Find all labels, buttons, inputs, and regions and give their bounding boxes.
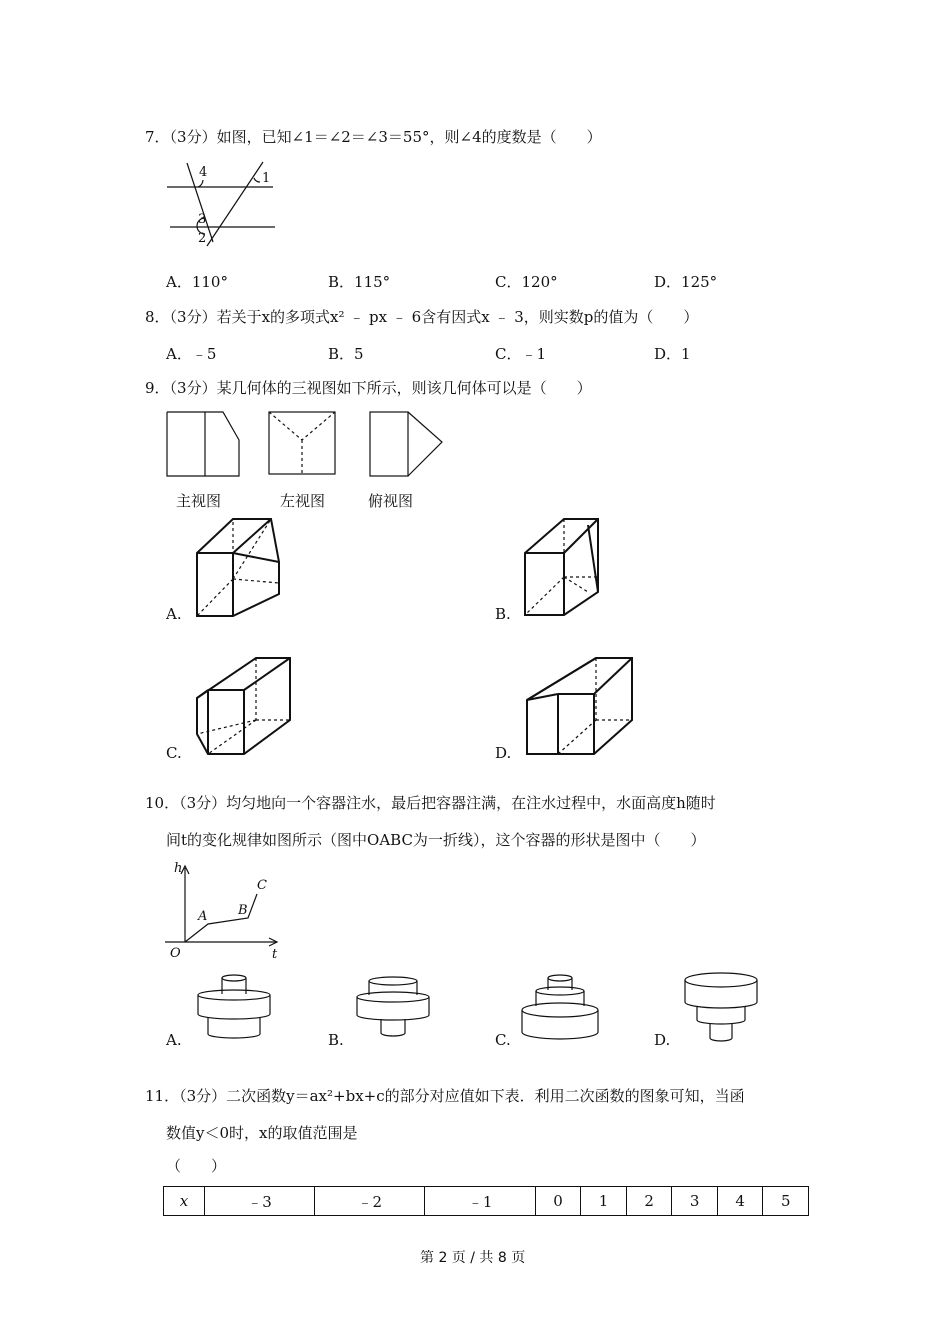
- q10-option-c[interactable]: C.: [495, 1031, 511, 1049]
- q9-option-b-figure: [522, 517, 607, 622]
- q10-point-a: A: [198, 909, 208, 924]
- q11-stem-line2: 数值y＜0时，x的取值范围是: [166, 1124, 358, 1142]
- q9-left-view: [267, 410, 342, 480]
- q9-caption-left: 左视图: [280, 492, 326, 510]
- q7-option-d[interactable]: D．125°: [654, 273, 718, 291]
- q9-stem: 9．（3分）某几何体的三视图如下所示，则该几何体可以是（ ）: [145, 379, 592, 397]
- q7-option-c[interactable]: C．120°: [495, 273, 558, 291]
- q10-point-o: O: [170, 946, 181, 961]
- q7-figure: [165, 160, 285, 250]
- table-cell: 1: [581, 1187, 627, 1216]
- q9-option-c[interactable]: C.: [166, 744, 182, 762]
- q10-stem-line1: 10．（3分）均匀地向一个容器注水，最后把容器注满，在注水过程中，水面高度h随时: [145, 794, 716, 812]
- q9-option-d[interactable]: D.: [495, 744, 512, 762]
- table-cell: 2: [626, 1187, 672, 1216]
- table-cell: 5: [763, 1187, 809, 1216]
- table-cell: 4: [717, 1187, 763, 1216]
- q10-axis-h: h: [174, 861, 183, 876]
- q9-caption-top: 俯视图: [368, 492, 414, 510]
- q8-option-d[interactable]: D．1: [654, 345, 691, 363]
- q7-option-b[interactable]: B．115°: [328, 273, 391, 291]
- q9-caption-front: 主视图: [176, 492, 222, 510]
- table-cell: x: [164, 1187, 205, 1216]
- q7-label-2: 2: [198, 231, 207, 246]
- q7-label-4: 4: [199, 165, 208, 180]
- q10-option-b-figure: [355, 975, 435, 1047]
- q8-option-c[interactable]: C．﹣1: [495, 345, 547, 363]
- q10-axis-t: t: [272, 947, 278, 962]
- q8-option-a[interactable]: A．﹣5: [166, 345, 217, 363]
- table-cell: ﹣2: [315, 1187, 425, 1216]
- q10-stem-line2: 间t的变化规律如图所示（图中OABC为一折线），这个容器的形状是图中（ ）: [166, 831, 706, 849]
- table-cell: ﹣3: [204, 1187, 314, 1216]
- table-row: [164, 1187, 809, 1216]
- q8-stem: 8．（3分）若关于x的多项式x² ﹣ px ﹣ 6含有因式x ﹣ 3，则实数p的值为（ ）: [145, 308, 699, 326]
- q9-option-c-figure: [194, 656, 294, 761]
- q7-label-1: 1: [262, 171, 271, 186]
- q7-label-3: 3: [198, 212, 207, 227]
- table-cell: ﹣1: [425, 1187, 535, 1216]
- q9-option-a-figure: [193, 517, 288, 622]
- q9-option-a[interactable]: A.: [166, 605, 182, 623]
- q9-top-view: [368, 410, 448, 480]
- q11-value-table: [163, 1186, 809, 1216]
- q10-option-a-figure: [196, 970, 276, 1048]
- q9-front-view: [165, 410, 245, 480]
- q10-option-a[interactable]: A.: [166, 1031, 182, 1049]
- q10-option-d[interactable]: D.: [654, 1031, 671, 1049]
- q11-stem-line1: 11．（3分）二次函数y＝ax²+bx+c的部分对应值如下表．利用二次函数的图象可知，当函: [145, 1087, 745, 1105]
- page-footer: 第 2 页 / 共 8 页: [420, 1250, 526, 1266]
- q7-option-a[interactable]: A．110°: [166, 273, 228, 291]
- q10-option-d-figure: [683, 970, 763, 1048]
- q10-point-c: C: [257, 878, 267, 893]
- q10-graph: [162, 858, 287, 968]
- q10-point-b: B: [238, 903, 248, 918]
- q9-option-d-figure: [524, 656, 634, 761]
- q10-option-b[interactable]: B.: [328, 1031, 344, 1049]
- q10-option-c-figure: [520, 970, 605, 1048]
- q9-option-b[interactable]: B.: [495, 605, 511, 623]
- table-cell: 0: [535, 1187, 581, 1216]
- q11-stem-line3: （ ）: [166, 1157, 227, 1175]
- table-cell: 3: [672, 1187, 718, 1216]
- q8-option-b[interactable]: B．5: [328, 345, 364, 363]
- q7-stem: 7．（3分）如图，已知∠1＝∠2＝∠3＝55°，则∠4的度数是（ ）: [145, 128, 602, 146]
